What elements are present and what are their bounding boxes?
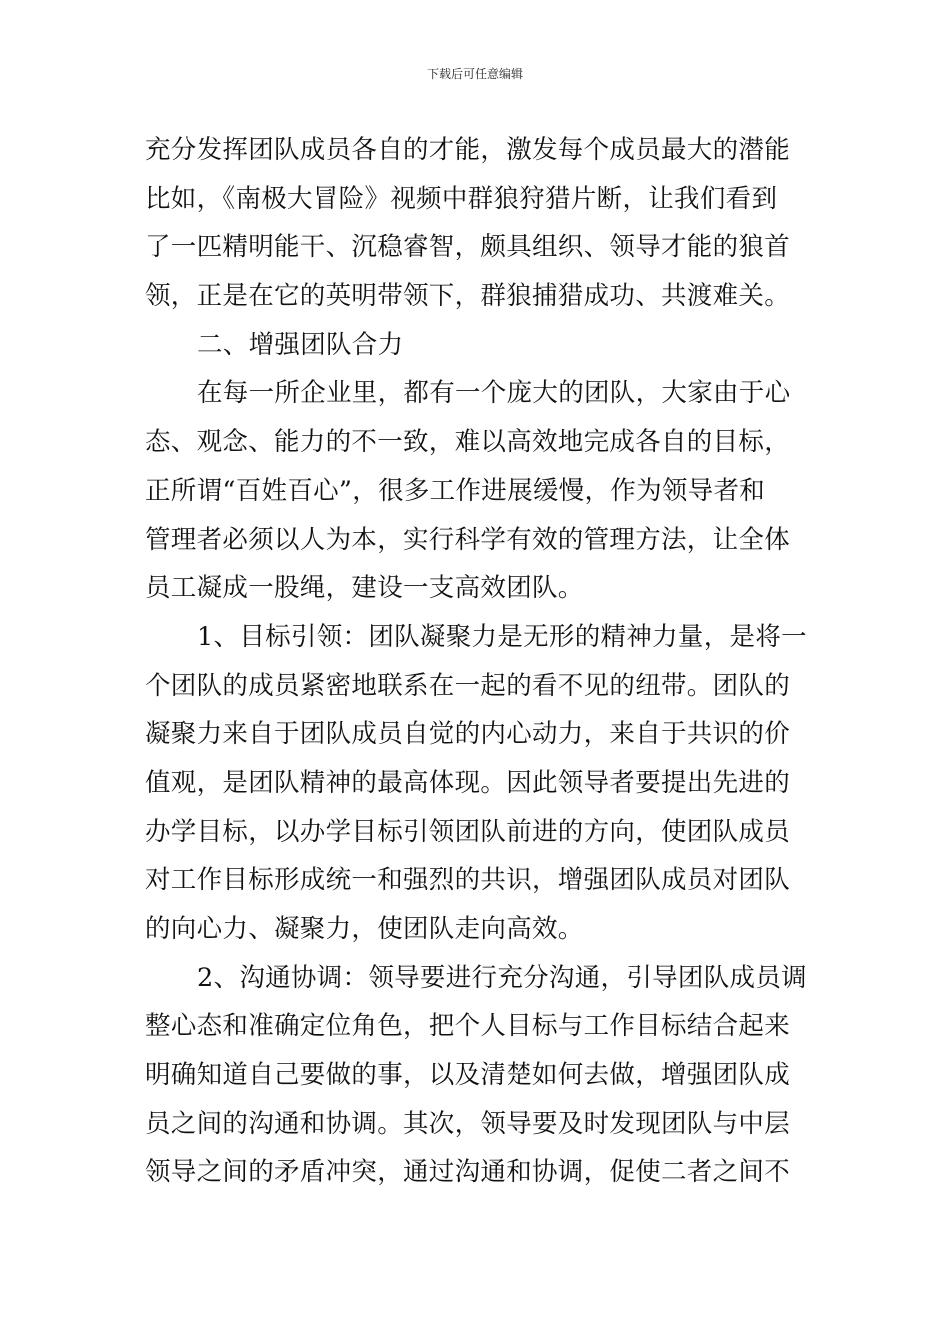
text-line: 领导之间的矛盾冲突，通过沟通和协调，促使二者之间不 [145,1157,791,1188]
text-line: 在每一所企业里，都有一个庞大的团队，大家由于心 [197,378,791,409]
text-line: 整心态和准确定位角色，把个人目标与工作目标结合起来 [145,1011,791,1042]
text-line: 充分发挥团队成员各自的才能，激发每个成员最大的潜能 [145,135,791,165]
text-line: 的向心力、凝聚力，使团队走向高效。 [145,914,584,944]
text-line: 员之间的沟通和协调。其次，领导要及时发现团队与中层 [145,1108,791,1139]
text-line: 员工凝成一股绳，建设一支高效团队。 [145,573,584,604]
text-line: 态、观念、能力的不一致，难以高效地完成各自的目标， [145,427,791,458]
text-line: 了一匹精明能干、沉稳睿智，颇具组织、领导才能的狼首 [145,232,791,263]
text-line: 正所谓“百姓百心”，很多工作进展缓慢，作为领导者和 [145,475,766,506]
text-line: 2、沟通协调：领导要进行充分沟通，引导团队成员调 [197,962,807,993]
text-line: 值观，是团队精神的最高体现。因此领导者要提出先进的 [145,767,791,798]
text-line: 凝聚力来自于团队成员自觉的内心动力，来自于共识的价 [145,719,791,750]
document-body [145,126,810,1197]
text-line: 个团队的成员紧密地联系在一起的看不见的纽带。团队的 [145,670,791,701]
page-header: 下载后可任意编辑 [426,67,523,81]
text-line: 明确知道自己要做的事，以及清楚如何去做，增强团队成 [145,1060,791,1091]
text-line: 比如，《南极大冒险》视频中群狼狩猎片断，让我们看到 [145,183,778,214]
text-line: 二、增强团队合力 [197,329,404,360]
text-line: 管理者必须以人为本，实行科学有效的管理方法，让全体 [145,524,791,555]
text-line: 对工作目标形成统一和强烈的共识，增强团队成员对团队 [145,865,791,896]
text-line: 办学目标，以办学目标引领团队前进的方向，使团队成员 [145,816,791,847]
text-line: 领，正是在它的英明带领下，群狼捕猎成功、共渡难关。 [145,281,791,312]
text-line: 1、目标引领：团队凝聚力是无形的精神力量，是将一 [197,621,807,652]
